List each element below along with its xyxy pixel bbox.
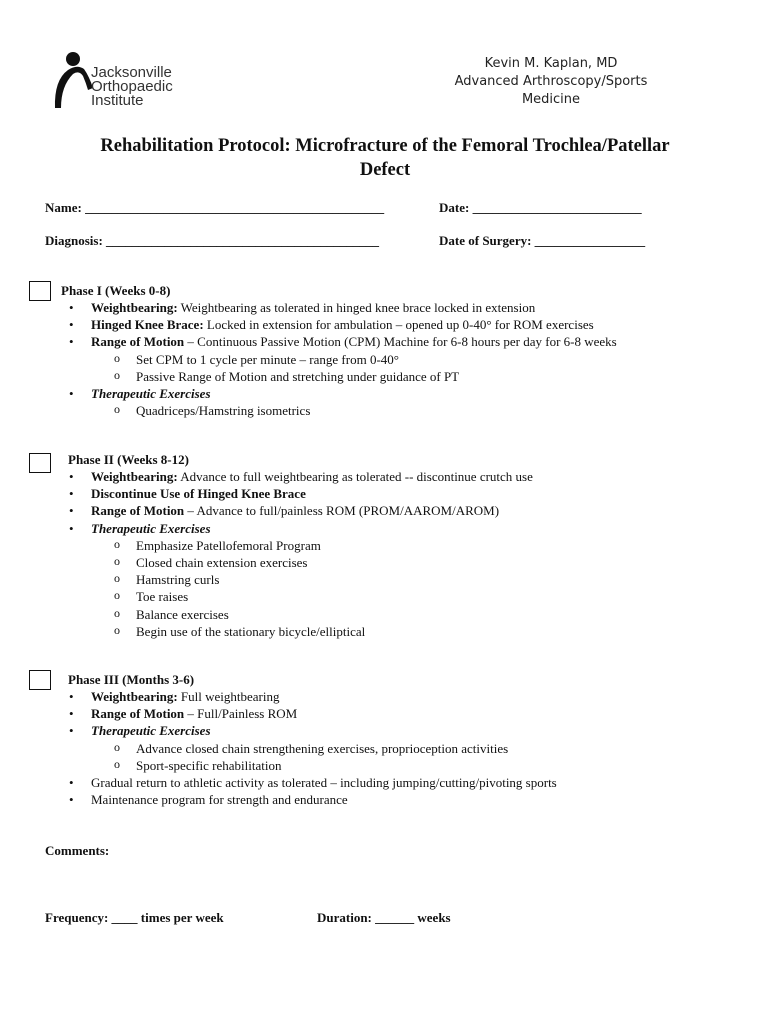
list-item: • Hinged Knee Brace: Locked in extension for ambulation – opened up 0-40° for ROM exercises [46,316,746,333]
phase1-list [46,299,746,419]
sub-item: o Advance closed chain strengthening exercises, proprioception activities [46,740,756,757]
sub-item: o Emphasize Patellofemoral Program [46,537,746,554]
list-item: • Range of Motion – Full/Painless ROM [46,705,756,722]
sub-item: o Closed chain extension exercises [46,554,746,571]
frequency-field[interactable]: Frequency: ____ times per week [45,910,224,925]
duration-field[interactable]: Duration: ______ weeks [317,910,451,925]
phase1-heading: Phase I (Weeks 0-8) [61,283,171,298]
date-of-surgery-field[interactable]: Date of Surgery: _________________ [439,233,646,248]
sub-item: o Set CPM to 1 cycle per minute – range from 0-40° [46,351,746,368]
date-field[interactable]: Date: __________________________ [439,200,642,215]
document-title: Rehabilitation Protocol: Microfracture of the Femoral Trochlea/Patellar Defect [100,136,670,180]
doctor-info [420,55,682,109]
phase3-heading: Phase III (Months 3-6) [68,672,195,687]
doctor-specialty: Advanced Arthroscopy/Sports [454,74,648,89]
list-item: • Range of Motion – Continuous Passive Motion (CPM) Machine for 6-8 hours per day for 6-8 weeks [46,333,746,350]
list-item: • Therapeutic Exercises [46,385,746,402]
sub-item: o Hamstring curls [46,571,746,588]
sub-item: o Sport-specific rehabilitation [46,757,756,774]
comments-label: Comments: [45,843,110,858]
list-item: • Gradual return to athletic activity as tolerated – including jumping/cutting/pivoting sports [46,774,756,791]
diagnosis-field[interactable]: Diagnosis: __________________________________________ [45,233,380,248]
phase3-checkbox[interactable] [29,670,51,690]
sub-item: o Toe raises [46,588,746,605]
list-item: • Maintenance program for strength and endurance [46,791,756,808]
name-field[interactable]: Name: ______________________________________________ [45,200,385,215]
list-item: • Therapeutic Exercises [46,722,756,739]
list-item: • Therapeutic Exercises [46,520,746,537]
doctor-specialty-cont: Medicine [521,92,581,107]
sub-item: o Begin use of the stationary bicycle/elliptical [46,623,746,640]
sub-item: o Balance exercises [46,606,746,623]
doctor-name: Kevin M. Kaplan, MD [484,56,618,71]
sub-item: o Passive Range of Motion and stretching under guidance of PT [46,368,746,385]
list-item: • Range of Motion – Advance to full/painless ROM (PROM/AAROM/AROM) [46,502,746,519]
logo-text: Jacksonville Orthopaedic Institute [91,64,173,109]
list-item: • Weightbearing: Weightbearing as tolerated in hinged knee brace locked in extension [46,299,746,316]
list-item: • Weightbearing: Advance to full weightbearing as tolerated -- discontinue crutch use [46,468,746,485]
phase2-heading: Phase II (Weeks 8-12) [68,452,189,467]
list-item: • Discontinue Use of Hinged Knee Brace [46,485,746,502]
phase2-list [46,468,746,640]
sub-item: o Quadriceps/Hamstring isometrics [46,402,746,419]
phase1-checkbox[interactable] [29,281,51,301]
list-item: • Weightbearing: Full weightbearing [46,688,756,705]
phase3-list [46,688,756,808]
